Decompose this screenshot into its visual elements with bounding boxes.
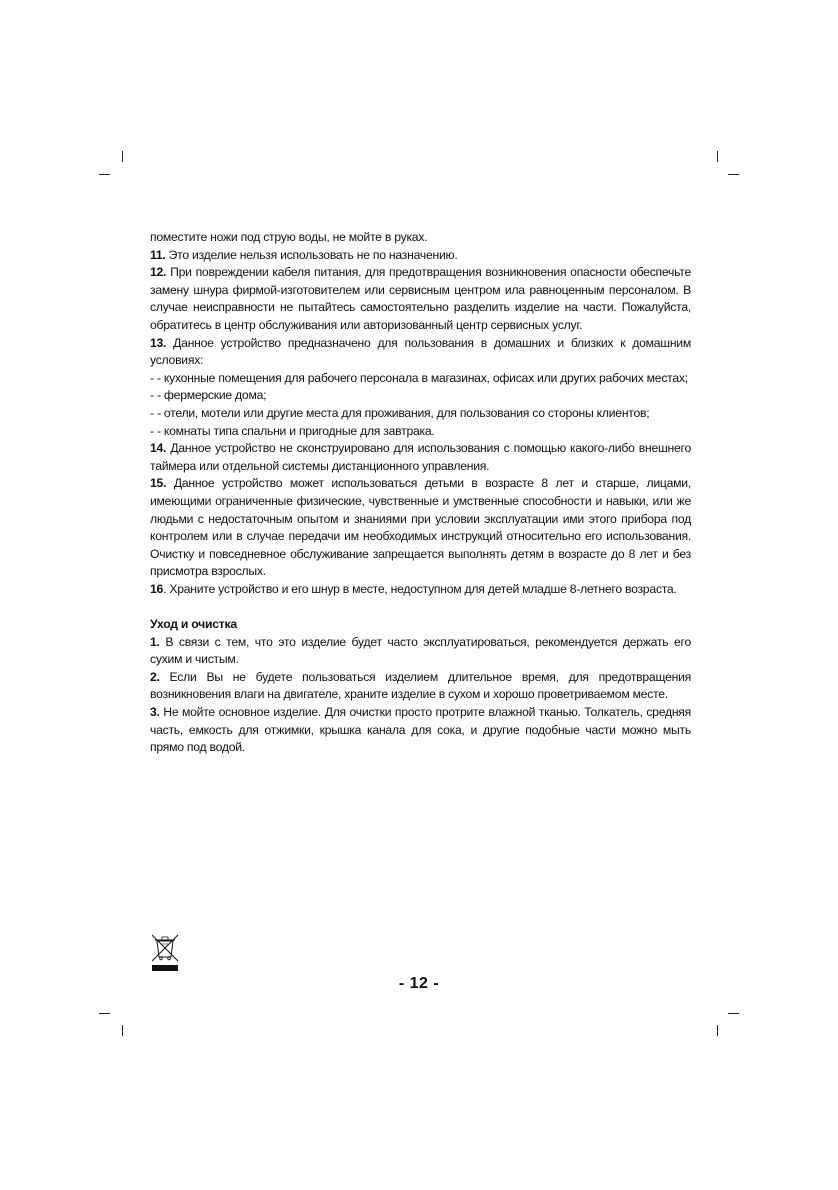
item-number: 16 bbox=[150, 581, 164, 596]
item-text: поместите ножи под струю воды, не мойте в руках. bbox=[150, 230, 428, 244]
item-number: 3. bbox=[150, 705, 160, 720]
item-number: 14. bbox=[150, 441, 167, 456]
list-item bbox=[150, 387, 691, 405]
paragraph bbox=[150, 247, 691, 265]
crop-mark-top-left-horizontal bbox=[99, 174, 110, 175]
item-number: 11. bbox=[150, 247, 166, 262]
item-text: - - кухонные помещения для рабочего персонала в магазинах, офисах или других рабочих местах; bbox=[150, 370, 688, 385]
page-number: - 12 - bbox=[398, 975, 440, 992]
crop-mark-top-right-vertical bbox=[717, 151, 718, 162]
item-text: В связи с тем, что это изделие будет часто эксплуатироваться, рекомендуется держать его сухим и чистым. bbox=[150, 634, 691, 667]
item-number: 2. bbox=[150, 669, 160, 684]
crop-mark-bottom-left-horizontal bbox=[99, 1013, 110, 1014]
paragraph bbox=[150, 335, 691, 370]
crop-mark-top-right-horizontal bbox=[728, 174, 739, 175]
item-text: При повреждении кабеля питания, для предотвращения возникновения опасности обеспечьте замену шнура фирмой-изготовителем или сервисным центром ила равноценным персоналом. В случае неисправности не пытайтесь самостоятельно разделить изделие на части. Пожалуйста, обратитесь в центр обслуживания или авторизованный центр сервисных услуг. bbox=[150, 265, 691, 332]
item-number: 13. bbox=[150, 335, 167, 350]
item-text: - - фермерские дома; bbox=[150, 388, 267, 403]
section-title: Уход и очистка bbox=[150, 617, 237, 632]
item-text: Если Вы не будете пользоваться изделием длительное время, для предотвращения возникновения влаги на двигателе, храните изделие в сухом и хорошо проветриваемом месте. bbox=[150, 669, 691, 702]
list-item bbox=[150, 423, 691, 441]
paragraph bbox=[150, 704, 691, 757]
paragraph bbox=[150, 669, 691, 704]
list-item bbox=[150, 370, 691, 388]
item-text: - - комнаты типа спальни и пригодные для завтрака. bbox=[150, 423, 435, 438]
document-body bbox=[150, 229, 691, 757]
paragraph bbox=[150, 634, 691, 669]
paragraph bbox=[150, 229, 691, 247]
item-text: Это изделие нельзя использовать не по назначению. bbox=[165, 247, 458, 262]
item-number: 1. bbox=[150, 634, 160, 649]
item-text: - - отели, мотели или другие места для проживания, для пользования со стороны клиентов; bbox=[150, 405, 650, 420]
item-text: Данное устройство может использоваться детьми в возрасте 8 лет и старше, лицами, имеющими ограниченные физические, чувственные и умственные способности и навыки, или же людьми с недостаточным опытом и знаниями при условии эксплуатации ими этого прибора под контролем или в случае передачи им необходимых инструкций относительно его использования. Очистку и повседневное обслуживание запрещается выполнять детям в возрасте до 8 лет и без присмотра взрослых. bbox=[150, 476, 691, 579]
item-number: 12. bbox=[150, 265, 167, 280]
crop-mark-top-left-vertical bbox=[122, 151, 123, 162]
item-number: 15. bbox=[150, 476, 167, 491]
crop-mark-bottom-right-vertical bbox=[717, 1025, 718, 1036]
item-text: Не мойте основное изделие. Для очистки просто протрите влажной тканью. Толкатель, средняя часть, емкость для отжимки, крышка канала для сока, и другие подобные части можно мыть прямо под водой. bbox=[150, 705, 691, 755]
paragraph bbox=[150, 581, 691, 599]
crop-mark-bottom-left-vertical bbox=[122, 1025, 123, 1036]
list-item bbox=[150, 405, 691, 423]
item-text: Данное устройство не сконструировано для использования с помощью какого-либо внешнего таймера или отдельной системы дистанционного управления. bbox=[150, 441, 691, 473]
paragraph bbox=[150, 475, 691, 581]
crossed-out-wheelie-bin-icon bbox=[150, 932, 180, 972]
item-text: . Храните устройство и его шнур в месте, недоступном для детей младше 8-летнего возраста. bbox=[163, 581, 677, 596]
paragraph bbox=[150, 264, 691, 334]
paragraph bbox=[150, 440, 691, 475]
crop-mark-bottom-right-horizontal bbox=[728, 1013, 739, 1014]
item-text: Данное устройство предназначено для пользования в домашних и близких к домашним условиях: bbox=[150, 335, 691, 368]
